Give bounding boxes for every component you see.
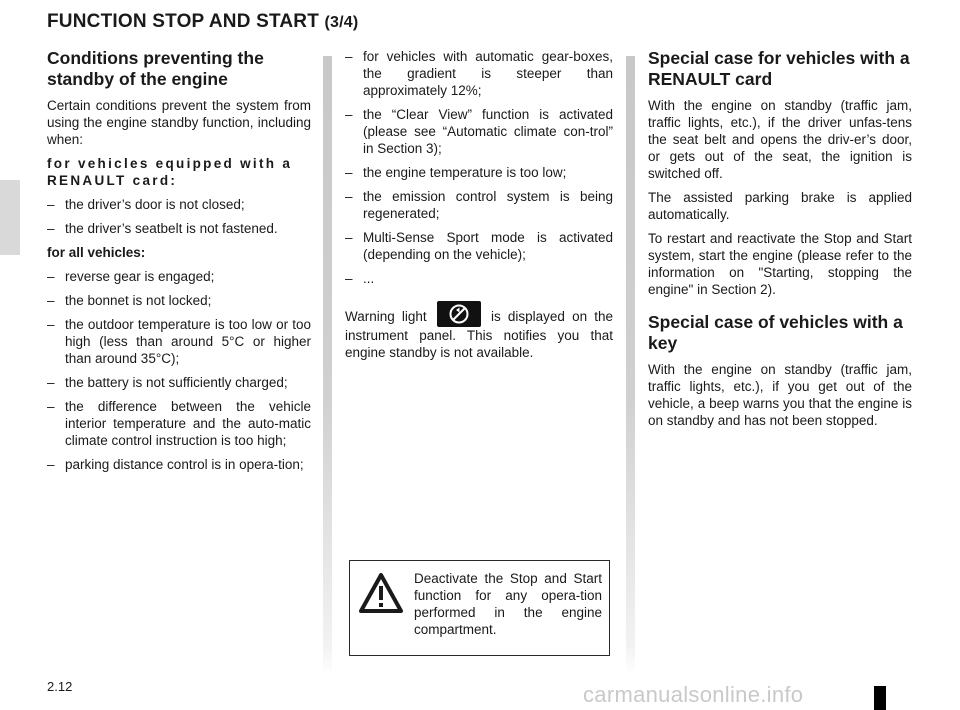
card-subheading: for vehicles equipped with a RENAULT card: xyxy=(47,156,293,188)
renault-card-p3: To restart and reactivate the Stop and Start system, start the engine (please refer to the information on "Starting, stopping the engine" in Section 2). xyxy=(648,231,912,297)
list-item: – the engine temperature is too low; xyxy=(345,164,613,181)
column-special-cases xyxy=(648,48,912,436)
list-item: – the “Clear View” function is activated (please see “Automatic climate con-trol” in Section 3); xyxy=(345,106,613,157)
conditions-heading: Conditions preventing the standby of the engine xyxy=(47,48,264,89)
key-p1: With the engine on standby (traffic jam, traffic lights, etc.), if you get out of the vehicle, a beep warns you that the engine is on standby and has not been stopped. xyxy=(648,362,912,428)
column-conditions xyxy=(47,48,311,480)
list-item: – reverse gear is engaged; xyxy=(47,268,311,285)
list-item: – ... xyxy=(345,270,613,287)
column-divider-right xyxy=(626,56,635,676)
corner-mark xyxy=(874,686,886,710)
caution-text: Deactivate the Stop and Start function for any opera-tion performed in the engine compartment. xyxy=(414,571,602,637)
stop-start-unavailable-icon xyxy=(437,301,481,327)
list-item: – the driver’s door is not closed; xyxy=(47,196,311,213)
list-item: – parking distance control is in opera-tion; xyxy=(47,456,311,473)
conditions-continued-list xyxy=(345,48,613,287)
warning-light-paragraph xyxy=(345,301,613,361)
list-item: – the bonnet is not locked; xyxy=(47,292,311,309)
page-title-text: FUNCTION STOP AND START xyxy=(47,11,320,32)
section-tab-marker xyxy=(0,180,20,255)
conditions-intro: Certain conditions prevent the system from using the engine standby function, including when: xyxy=(47,98,311,147)
page-title xyxy=(47,11,358,33)
page-number: 2.12 xyxy=(47,679,73,694)
renault-card-heading: Special case for vehicles with a RENAULT card xyxy=(648,48,910,89)
renault-card-p2: The assisted parking brake is applied automatically. xyxy=(648,190,912,222)
card-conditions-list xyxy=(47,196,311,237)
all-conditions-list xyxy=(47,268,311,473)
column-conditions-continued xyxy=(345,48,613,368)
list-item: – the emission control system is being regenerated; xyxy=(345,188,613,222)
list-item: – Multi-Sense Sport mode is activated (depending on the vehicle); xyxy=(345,229,613,263)
caution-box xyxy=(349,560,610,656)
renault-card-p1: With the engine on standby (traffic jam, traffic lights, etc.), if the driver unfas-tens the seat belt and opens the driv-er’s door, or gets out of the seat, the ignition is switched off. xyxy=(648,98,912,181)
list-item: – for vehicles with automatic gear-boxes, the gradient is steeper than approximately 12%; xyxy=(345,48,613,99)
page-title-suffix: (3/4) xyxy=(324,14,359,31)
key-heading: Special case of vehicles with a key xyxy=(648,312,903,353)
list-item: – the outdoor temperature is too low or too high (less than around 5°C or higher than around 35°C); xyxy=(47,316,311,367)
watermark-text: carmanualsonline.info xyxy=(583,682,804,707)
list-item: – the difference between the vehicle interior temperature and the auto-matic climate control instruction is too high; xyxy=(47,398,311,449)
column-divider-left xyxy=(323,56,332,676)
list-item: – the driver’s seatbelt is not fastened. xyxy=(47,220,311,237)
all-vehicles-subheading: for all vehicles: xyxy=(47,245,146,260)
warning-light-pre: Warning light xyxy=(345,309,427,324)
warning-triangle-icon xyxy=(358,571,404,617)
list-item: – the battery is not sufficiently charged; xyxy=(47,374,311,391)
warning-light-post: is displayed on the instrument panel. This notifies you that engine standby is not available. xyxy=(345,309,613,360)
